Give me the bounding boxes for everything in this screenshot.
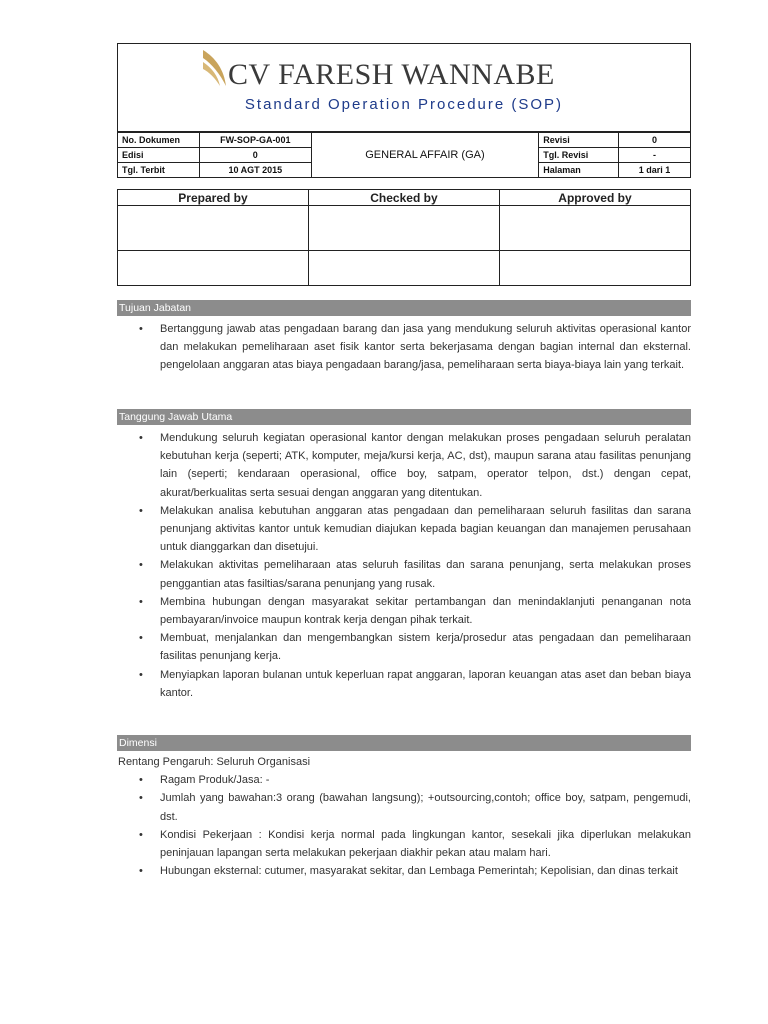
list-item: • Menyiapkan laporan bulanan untuk keperluan rapat anggaran, laporan keuangan atas aset dan beban biaya kantor. (117, 666, 691, 702)
tgl-revisi-label: Tgl. Revisi (539, 148, 619, 163)
prepared-signature-cell (118, 206, 309, 251)
revisi-label: Revisi (539, 133, 619, 148)
list-item: • Kondisi Pekerjaan : Kondisi kerja normal pada lingkungan kantor, sesekali jika diperlukan melakukan peninjauan lapangan serta melakukan pekerjaan diakhir pekan atau malam hari. (117, 826, 691, 862)
revisi-value: 0 (619, 133, 691, 148)
no-dokumen-label: No. Dokumen (118, 133, 200, 148)
edisi-label: Edisi (118, 148, 200, 163)
list-item: • Mendukung seluruh kegiatan operasional kantor dengan melakukan proses pengadaan seluruh peralatan kebutuhan kerja (seperti; ATK, komputer, meja/kursi kerja, AC, dst), maupun sarana atau fasilitas penunjang lain (seperti; kendaraan operasional, office boy, satpam, operator telpon, dst.) dengan cepat, akurat/berkualitas serta sesuai dengan anggaran yang ditentukan. (117, 429, 691, 502)
prepared-by-header: Prepared by (118, 190, 309, 206)
list-item: • Bertanggung jawab atas pengadaan barang dan jasa yang mendukung seluruh aktivitas operasional kantor dan melakukan pemeliharaan aset fisik kantor serta bekerjasama dengan bagian internal dan eksternal. pengelolaan anggaran atas biaya pengadaan barang/jasa, pemeliharaan serta biaya-biaya lain yang terkait. (117, 320, 691, 375)
signature-table (117, 189, 691, 286)
document-subtitle: Standard Operation Procedure (SOP) (244, 96, 564, 113)
checked-by-header: Checked by (308, 190, 499, 206)
checked-signature-cell (308, 206, 499, 251)
tujuan-content (117, 320, 691, 375)
dimensi-content (117, 753, 691, 880)
approved-name-cell (499, 251, 690, 286)
section-title-tujuan: Tujuan Jabatan (117, 300, 691, 316)
list-item: • Membuat, menjalankan dan mengembangkan sistem kerja/prosedur atas pengadaan dan pemeliharaan fasilitas penunjang kerja. (117, 629, 691, 665)
company-name: CV FARESH WANNABE (228, 58, 555, 91)
list-item: • Ragam Produk/Jasa: - (117, 771, 691, 789)
tgl-terbit-value: 10 AGT 2015 (199, 163, 311, 178)
list-item: • Melakukan analisa kebutuhan anggaran atas pengadaan dan pemeliharaan seluruh fasilitas dan sarana penunjang aktivitas kantor untuk kemudian diajukan kepada bagian keuangan dan manajemen perusahaan untuk dianggarkan dan disetujui. (117, 502, 691, 557)
halaman-value: 1 dari 1 (619, 163, 691, 178)
list-item: • Membina hubungan dengan masyarakat sekitar pertambangan dan menindaklanjuti penanganan nota pembayaran/invoice maupun kontrak kerja dengan pihak terkait. (117, 593, 691, 629)
list-item: • Melakukan aktivitas pemeliharaan atas seluruh fasilitas dan sarana penunjang, serta melakukan proses penggantian atas fasiltias/sarana penunjang yang rusak. (117, 556, 691, 592)
checked-name-cell (308, 251, 499, 286)
edisi-value: 0 (199, 148, 311, 163)
section-title-tanggung-jawab: Tanggung Jawab Utama (117, 409, 691, 425)
department-name: GENERAL AFFAIR (GA) (311, 133, 539, 178)
tgl-terbit-label: Tgl. Terbit (118, 163, 200, 178)
list-item: • Jumlah yang bawahan:3 orang (bawahan langsung); +outsourcing,contoh; office boy, satpam, pengemudi, dst. (117, 789, 691, 825)
halaman-label: Halaman (539, 163, 619, 178)
dimensi-intro: Rentang Pengaruh: Seluruh Organisasi (118, 756, 311, 768)
company-logo-icon (200, 48, 230, 88)
no-dokumen-value: FW-SOP-GA-001 (199, 133, 311, 148)
prepared-name-cell (118, 251, 309, 286)
approved-by-header: Approved by (499, 190, 690, 206)
tanggung-jawab-content (117, 429, 691, 702)
approved-signature-cell (499, 206, 690, 251)
tgl-revisi-value: - (619, 148, 691, 163)
section-title-dimensi: Dimensi (117, 735, 691, 751)
list-item: • Hubungan eksternal: cutumer, masyarakat sekitar, dan Lembaga Pemerintah; Kepolisian, dan dinas terkait (117, 862, 691, 880)
document-meta-table (117, 132, 691, 178)
